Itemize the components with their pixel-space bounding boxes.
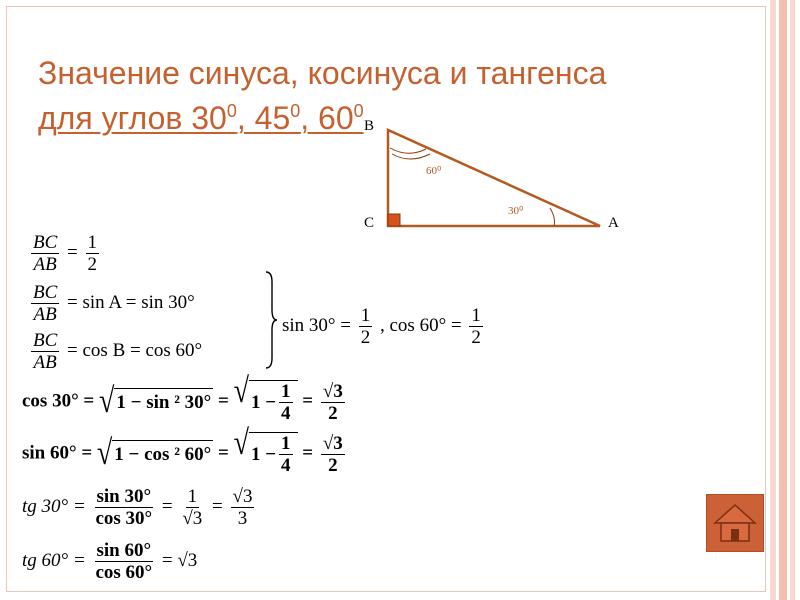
brace-symbol <box>264 270 278 370</box>
vertex-c-label: C <box>364 215 375 231</box>
angle-b-arc-2 <box>390 148 426 153</box>
angle-b-label: 60⁰ <box>426 165 442 177</box>
angle-a-label: 30⁰ <box>508 205 524 217</box>
formula-sin60: sin 60° = √ 1 − cos ² 60° = √ 1 − $\frac{1}{4}$ = $\frac{√3}{2}$ <box>22 424 343 476</box>
formula-ratio-half: $\frac{BC}{AB}$ = $\frac{1}{2}$ <box>33 232 97 275</box>
home-button[interactable] <box>706 494 764 552</box>
formula-sin-a: $\frac{BC}{AB}$ = sin A = sin 30° <box>33 282 195 325</box>
title-line-1: Значение синуса, косинуса и тангенса <box>38 55 607 91</box>
vertex-b-label: B <box>364 118 375 134</box>
decor-stripe-3 <box>790 0 795 600</box>
house-icon <box>707 495 763 551</box>
triangle-shape <box>388 130 600 226</box>
angle-a-arc <box>550 208 555 226</box>
vertex-a-label: A <box>608 215 619 231</box>
formula-tg30: tg 30° = $\frac{\sin 30^\circ}{\cos 30^\circ}$ = $\frac{1}{√3}$ = $\frac{√3}{3}$ <box>22 486 253 529</box>
right-angle-mark <box>388 214 400 226</box>
triangle-diagram <box>360 110 640 240</box>
formula-tg60: tg 60° = $\frac{\sin 60^\circ}{\cos 60^\circ}$ = √3 <box>22 540 198 583</box>
title-line-2: для углов $30^0$, $45^0$, $60^0$ <box>38 100 364 136</box>
formula-cos-b: $\frac{BC}{AB}$ = cos B = cos 60° <box>33 330 203 373</box>
decor-stripe-2 <box>779 0 787 600</box>
formula-cos30: cos 30° = √ 1 − sin ² 30° = √ 1 − $\frac{1}{4}$ = $\frac{√3}{2}$ <box>22 372 343 424</box>
formula-sin30-cos60-result: sin 30° = $\frac{1}{2}$ , cos 60° = $\frac{1}{2}$ <box>282 305 481 348</box>
decor-stripe-1 <box>770 0 776 600</box>
angle-b-arc <box>392 154 430 159</box>
